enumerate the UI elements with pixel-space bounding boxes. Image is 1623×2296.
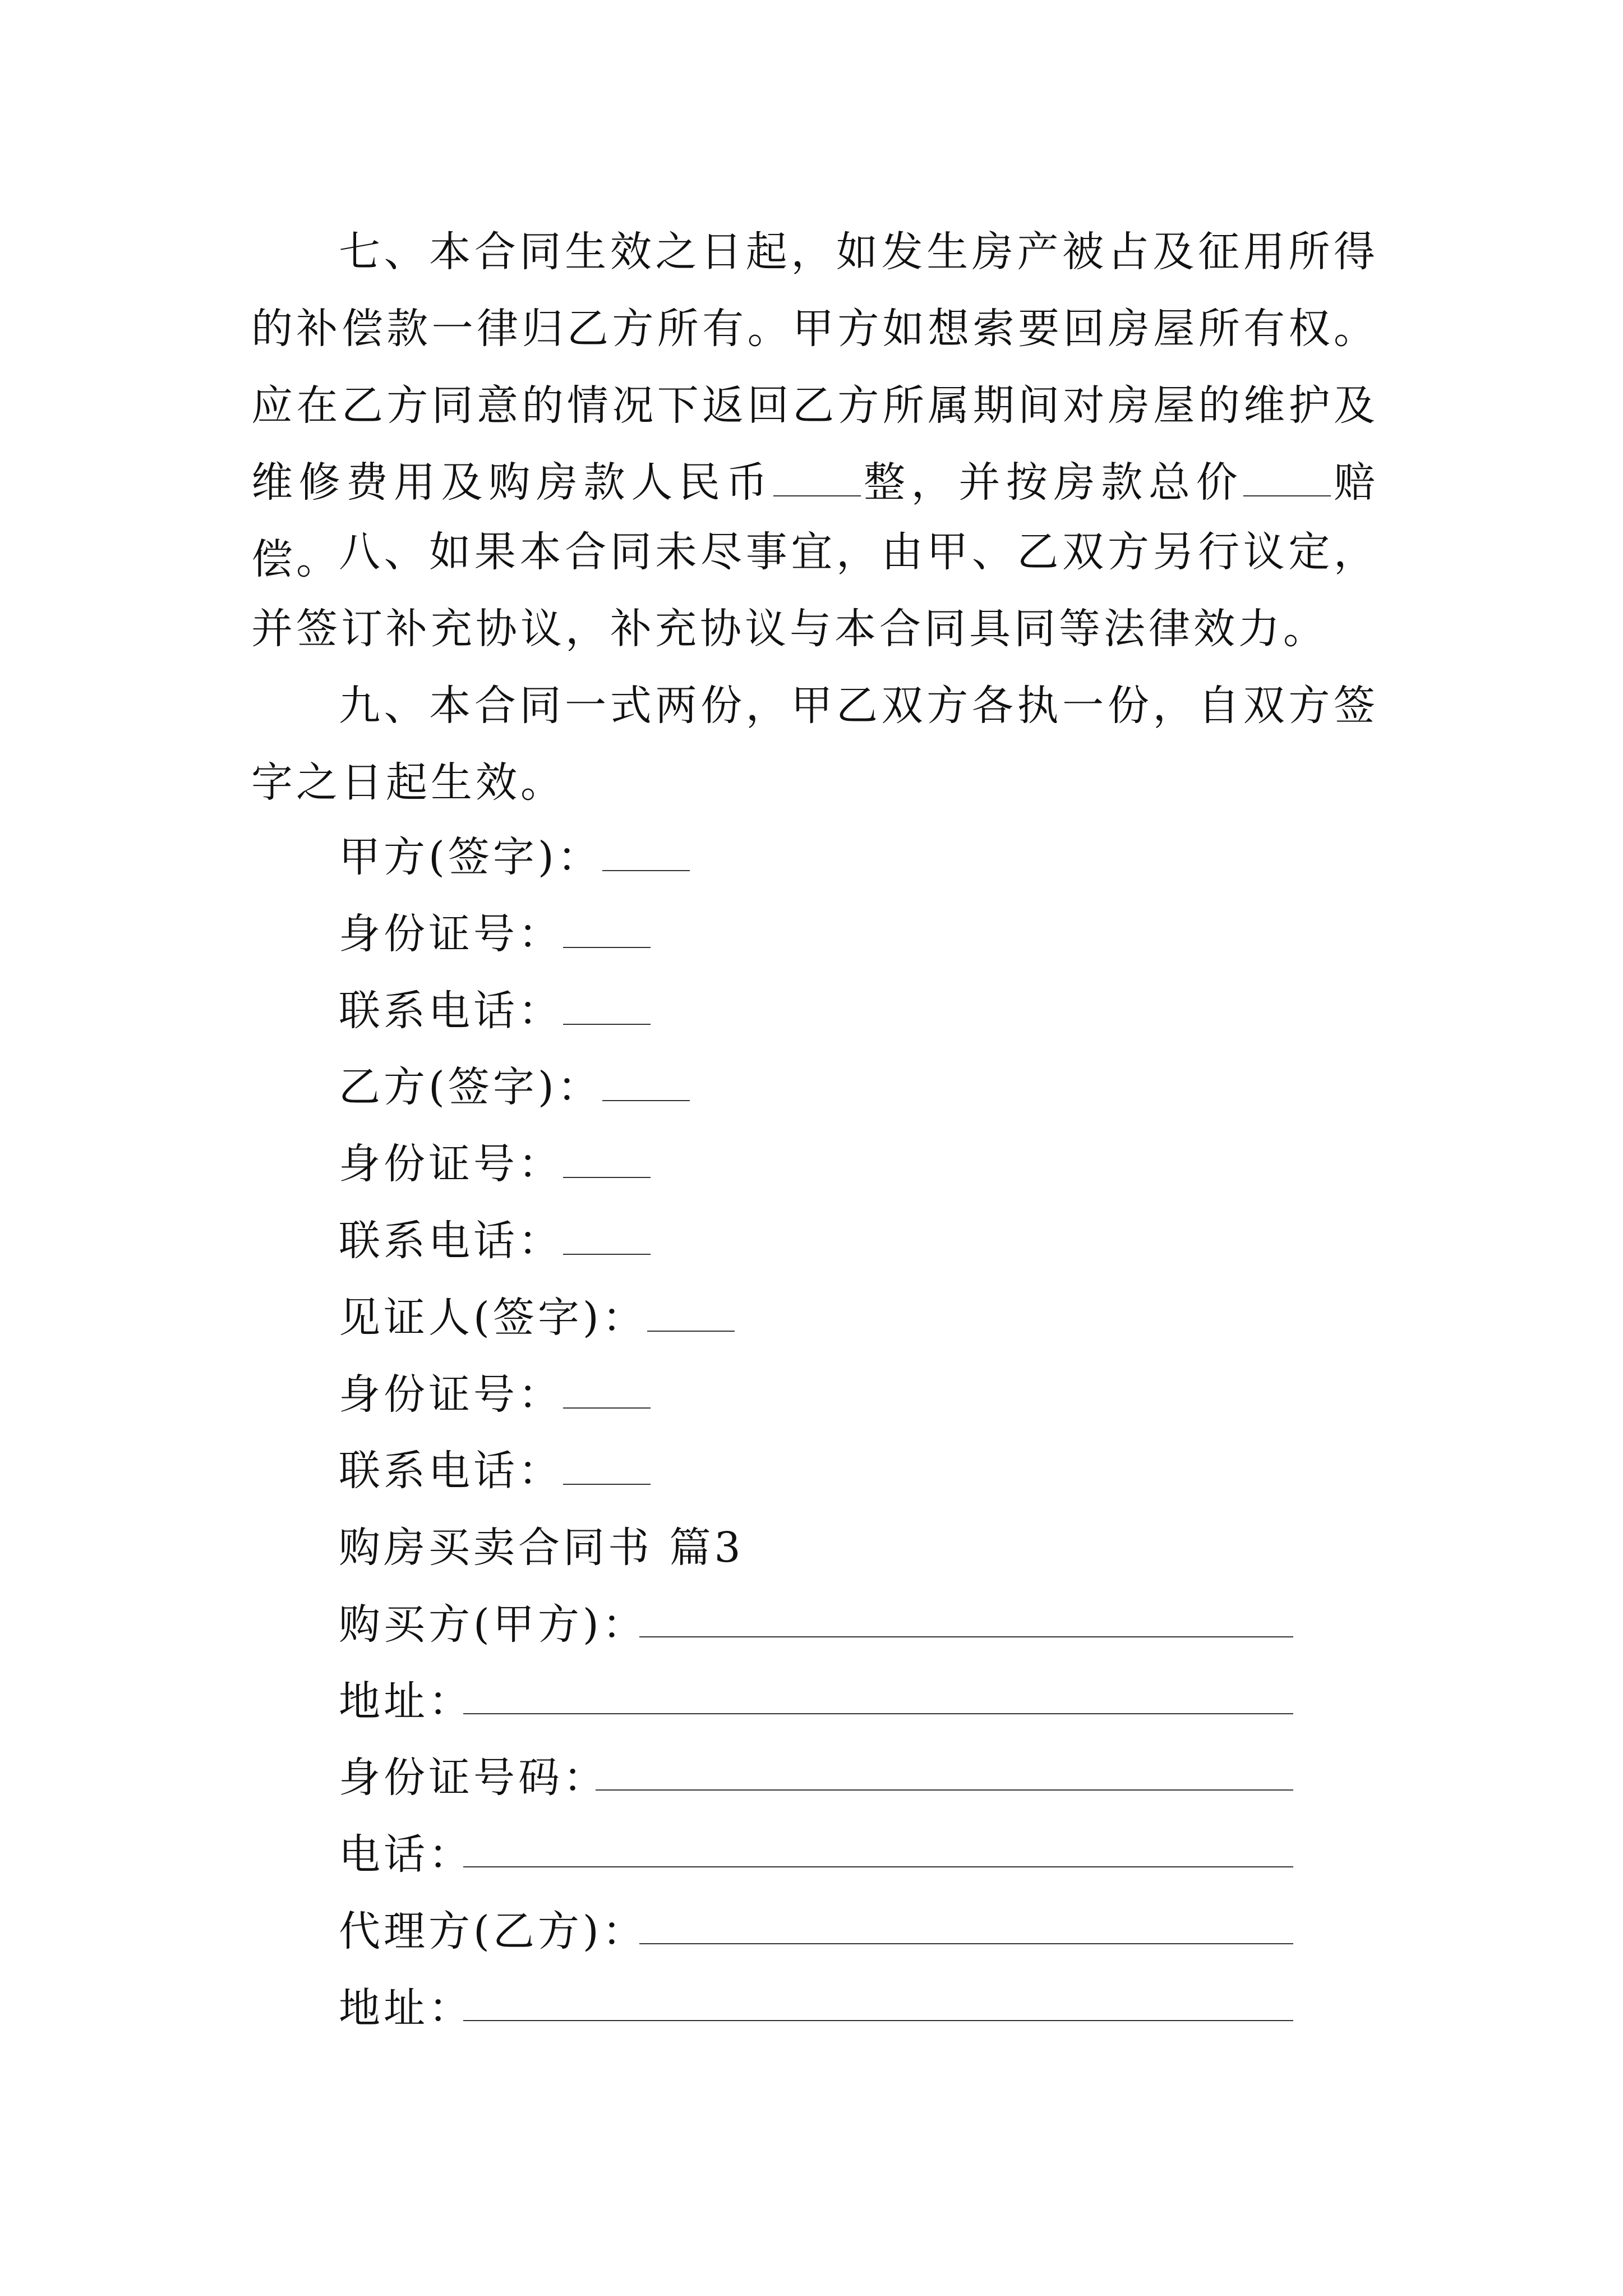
blank-line	[602, 869, 690, 871]
fill-line	[639, 1636, 1293, 1637]
field-agent: 代理方(乙方)：	[339, 1907, 647, 1955]
field-agent-address: 地址：	[339, 1984, 473, 2032]
blank-line	[563, 1407, 651, 1409]
signature-party-b-id: 身份证号：	[339, 1126, 651, 1203]
blank-line	[1243, 495, 1331, 496]
fill-line	[639, 1943, 1293, 1944]
signature-party-b-phone: 联系电话：	[339, 1203, 651, 1280]
blank-line	[563, 1483, 651, 1485]
fill-line	[463, 2020, 1293, 2021]
blank-line	[602, 1099, 690, 1101]
signature-witness-phone: 联系电话：	[339, 1433, 651, 1510]
clause-7-text-b: 整，并按房款总价	[861, 458, 1244, 507]
signature-party-b: 乙方(签字)：	[339, 1049, 690, 1126]
blank-line	[563, 1253, 651, 1255]
blank-line	[563, 1176, 651, 1178]
fill-line	[596, 1789, 1293, 1791]
blank-line	[647, 1330, 735, 1332]
clause-9: 九、本合同一式两份，甲乙双方各执一份，自双方签字之日起生效。	[251, 682, 1378, 807]
signature-party-a: 甲方(签字)：	[339, 819, 690, 896]
signature-party-a-id: 身份证号：	[339, 896, 651, 973]
blank-line	[773, 495, 861, 496]
field-buyer: 购买方(甲方)：	[339, 1600, 647, 1649]
blank-line	[563, 1023, 651, 1025]
clause-8: 八、如果本合同未尽事宜，由甲、乙双方另行议定，并签订补充协议，补充协议与本合同具同等法律效力。	[251, 528, 1378, 653]
blank-line	[563, 946, 651, 948]
signature-party-a-phone: 联系电话：	[339, 973, 651, 1050]
fill-line	[463, 1713, 1293, 1714]
signature-witness: 见证人(签字)：	[339, 1280, 735, 1356]
section-3-title: 购房买卖合同书 篇3	[339, 1524, 744, 1572]
field-buyer-address: 地址：	[339, 1677, 473, 1726]
field-buyer-phone: 电话：	[339, 1830, 473, 1879]
signature-witness-id: 身份证号：	[339, 1356, 651, 1433]
fill-line	[463, 1866, 1293, 1867]
clause-7-text-c: 赔偿。	[251, 458, 1379, 583]
clause-7-text-a: 七、本合同生效之日起，如发生房产被占及征用所得的补偿款一律归乙方所有。甲方如想索要回房屋所有权。应在乙方同意的情况下返回乙方所属期间对房屋的维护及维修费用及购房款人民币	[251, 228, 1378, 507]
field-buyer-id: 身份证号码：	[339, 1754, 608, 1802]
